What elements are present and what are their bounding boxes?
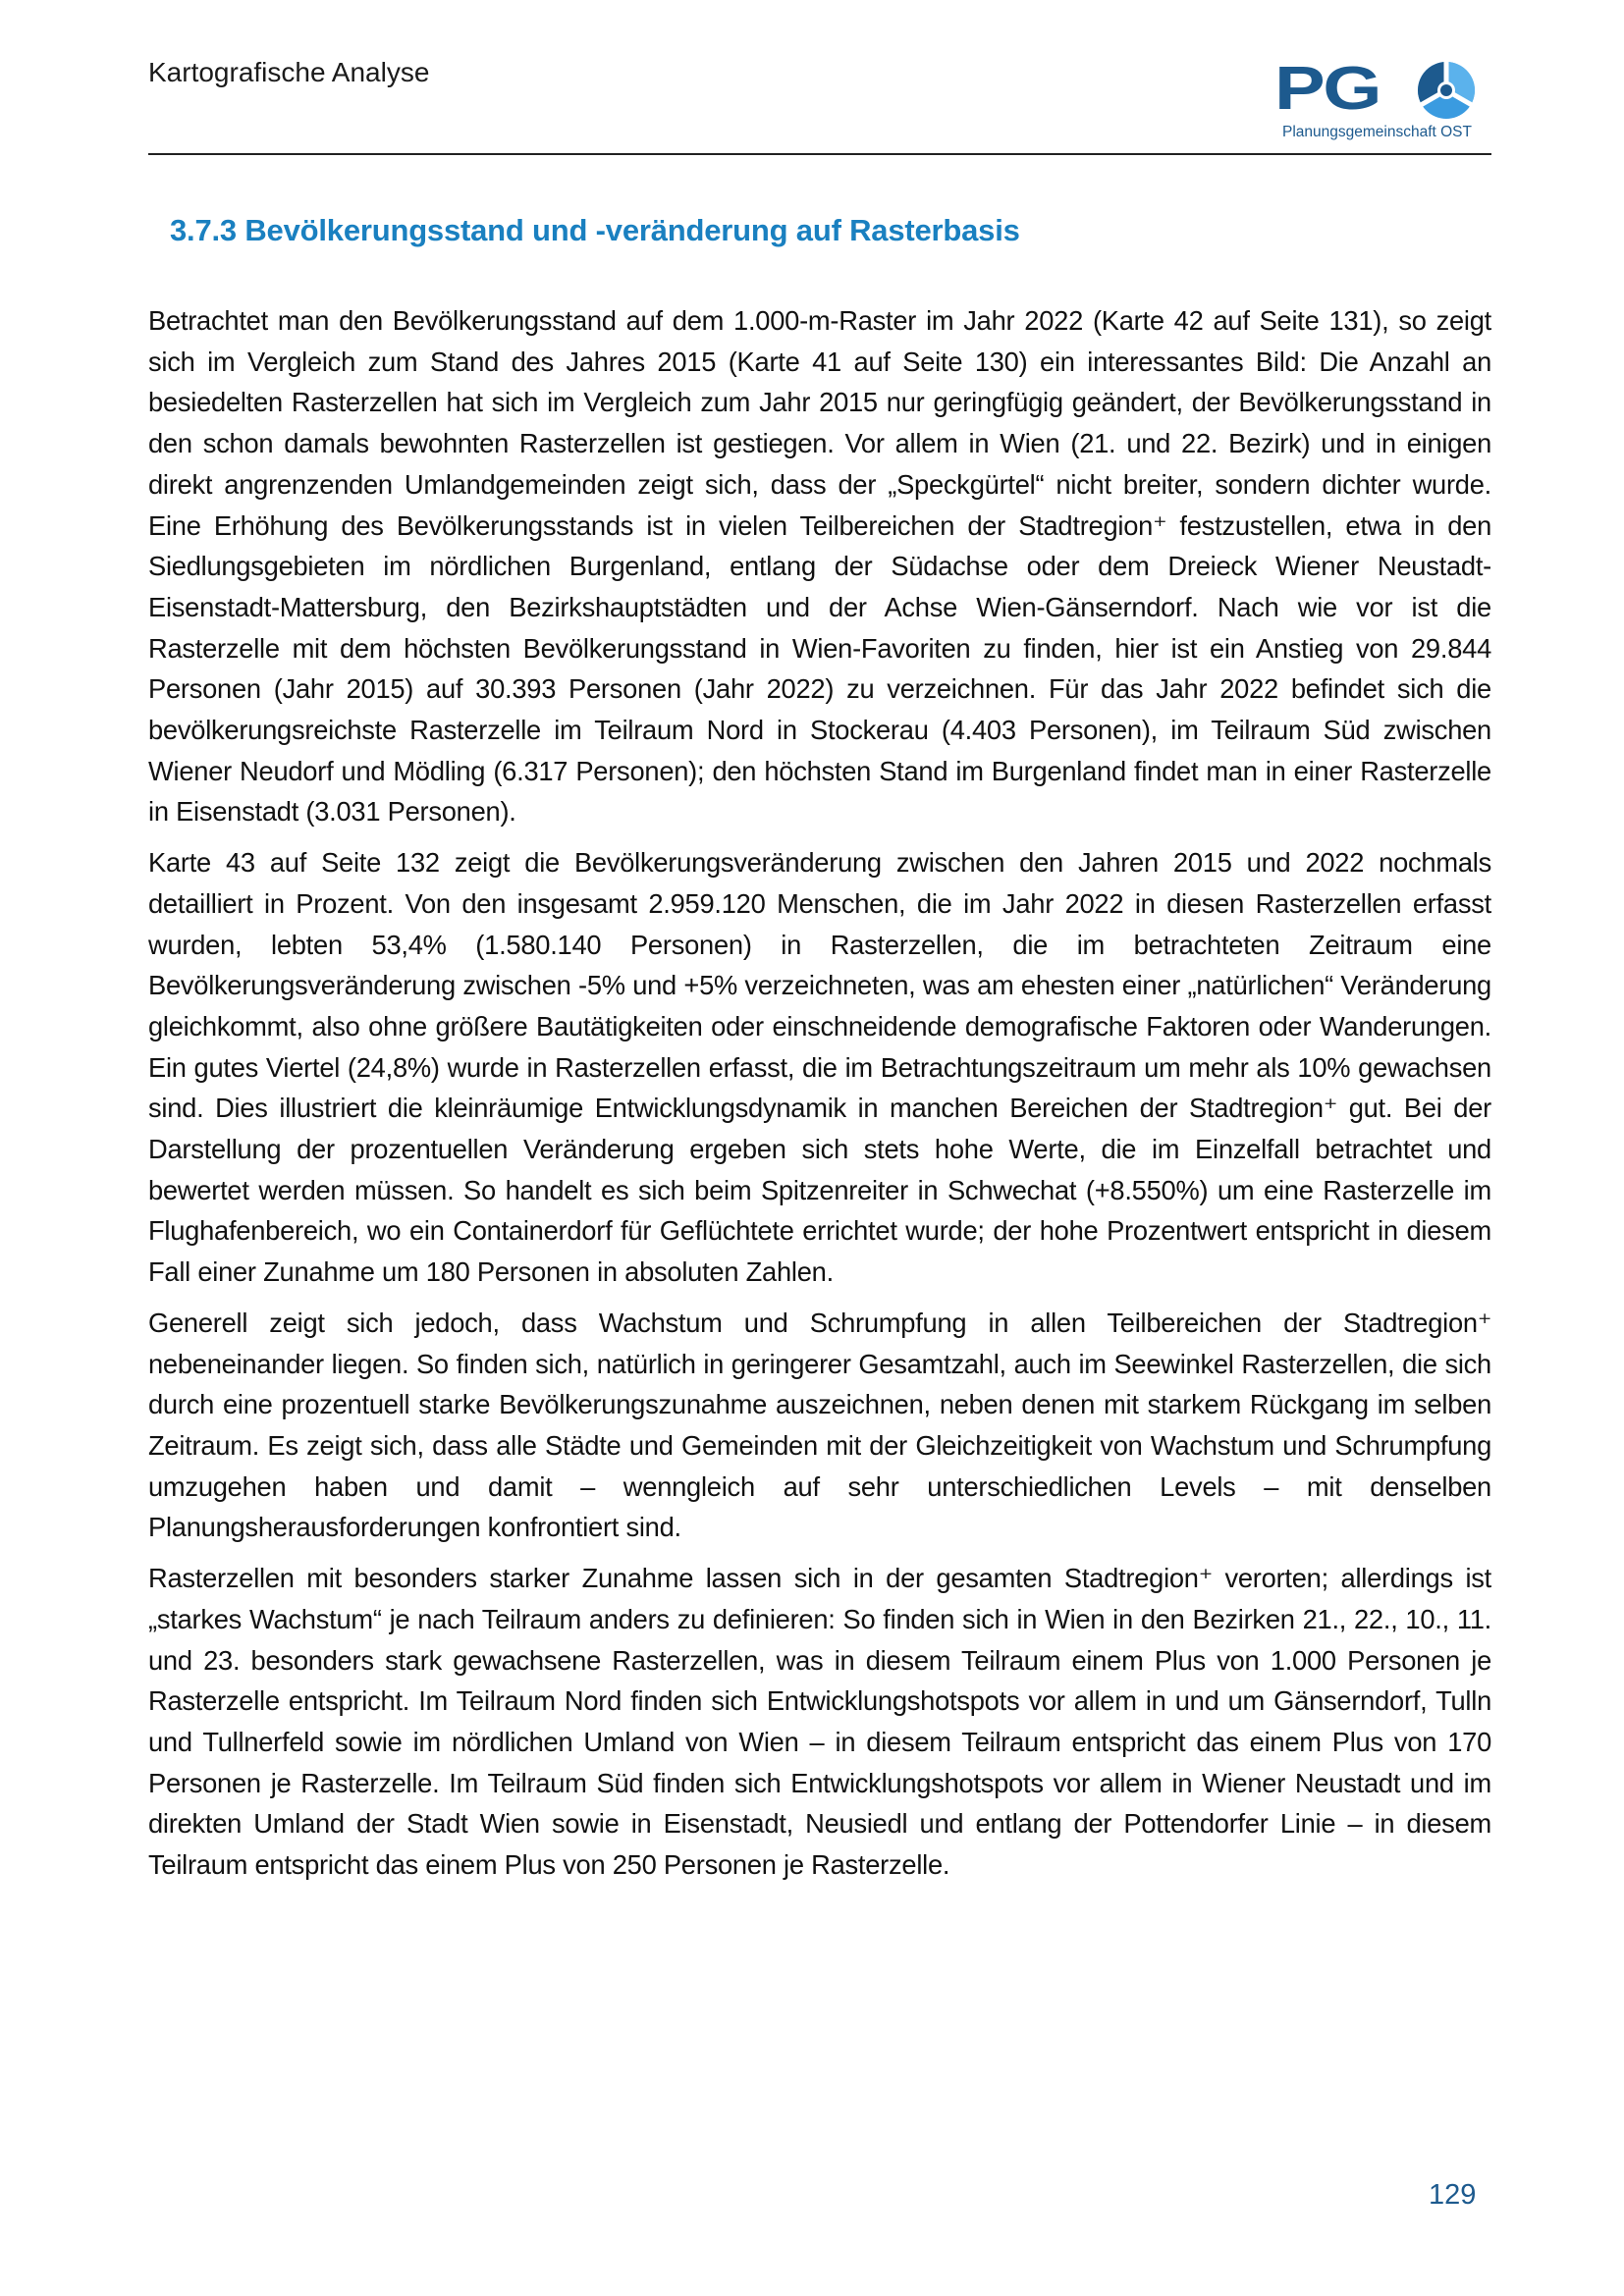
body-text (148, 300, 1491, 1896)
paragraph: Karte 43 auf Seite 132 zeigt die Bevölkerungsveränderung zwischen den Jahren 2015 und 2022 nochmals detailliert in Prozent. Von den insgesamt 2.959.120 Menschen, die im Jahr 2022 in diesen Rasterzellen erfasst wurden, lebten 53,4% (1.580.140 Personen) in Rasterzellen, die im betrachteten Zeitraum eine Bevölkerungsveränderung zwischen -5% und +5% verzeichneten, was am ehesten einer „natürlichen“ Veränderung gleichkommt, also ohne größere Bautätigkeiten oder einschneidende demografische Faktoren oder Wanderungen. Ein gutes Viertel (24,8%) wurde in Rasterzellen erfasst, die im Betrachtungszeitraum um mehr als 10% gewachsen sind. Dies illustriert die kleinräumige Entwicklungsdynamik in manchen Bereichen der Stadtregion⁺ gut. Bei der Darstellung der prozentuellen Veränderung ergeben sich stets hohe Werte, die im Einzelfall betrachtet und bewertet werden müssen. So handelt es sich beim Spitzenreiter in Schwechat (+8.550%) um eine Rasterzelle im Flughafenbereich, wo ein Containerdorf für Geflüchtete errichtet wurde; der hohe Prozentwert entspricht in diesem Fall einer Zunahme um 180 Personen in absoluten Zahlen. (148, 847, 1491, 1288)
logo-subtitle: Planungsgemeinschaft OST (1282, 124, 1472, 140)
wheel-icon (1412, 61, 1481, 120)
pgo-logo (1274, 55, 1490, 147)
paragraph: Generell zeigt sich jedoch, dass Wachstum und Schrumpfung in allen Teilbereichen der Stadtregion⁺ nebeneinander liegen. So finden sich, natürlich in geringerer Gesamtzahl, auch im Seewinkel Rasterzellen, die sich durch eine prozentuell starke Bevölkerungszunahme auszeichnen, neben denen mit starkem Rückgang im selben Zeitraum. Es zeigt sich, dass alle Städte und Gemeinden mit der Gleichzeitigkeit von Wachstum und Schrumpfung umzugehen haben und damit – wenngleich auf sehr unterschiedlichen Levels – mit denselben Planungsherausforderungen konfrontiert sind. (148, 1307, 1491, 1543)
section-heading: 3.7.3 Bevölkerungsstand und -veränderung auf Rasterbasis (170, 213, 1020, 247)
running-header-title: Kartografische Analyse (148, 57, 430, 87)
logo-mark: PG (1274, 55, 1380, 123)
header-divider (148, 153, 1491, 155)
page-number: 129 (1429, 2179, 1477, 2211)
paragraph: Rasterzellen mit besonders starker Zunahme lassen sich in der gesamten Stadtregion⁺ verorten; allerdings ist „starkes Wachstum“ je nach Teilraum anders zu definieren: So finden sich in Wien in den Bezirken 21., 22., 10., 11. und 23. besonders stark gewachsene Rasterzellen, was in diesem Teilraum einem Plus von 1.000 Personen je Rasterzelle entspricht. Im Teilraum Nord finden sich Entwicklungshotspots vor allem in und um Gänserndorf, Tulln und Tullnerfeld sowie im nördlichen Umland von Wien – in diesem Teilraum entspricht das einem Plus von 170 Personen je Rasterzelle. Im Teilraum Süd finden sich Entwicklungshotspots vor allem in Wiener Neustadt und im direkten Umland der Stadt Wien sowie in Eisenstadt, Neusiedl und entlang der Pottendorfer Linie – in diesem Teilraum entspricht das einem Plus von 250 Personen je Rasterzelle. (148, 1563, 1491, 1881)
paragraph: Betrachtet man den Bevölkerungsstand auf dem 1.000-m-Raster im Jahr 2022 (Karte 42 auf Seite 131), so zeigt sich im Vergleich zum Stand des Jahres 2015 (Karte 41 auf Seite 130) ein interessantes Bild: Die Anzahl an besiedelten Rasterzellen hat sich im Vergleich zum Jahr 2015 nur geringfügig geändert, der Bevölkerungsstand in den schon damals bewohnten Rasterzellen ist gestiegen. Vor allem in Wien (21. und 22. Bezirk) und in einigen direkt angrenzenden Umlandgemeinden zeigt sich, dass der „Speckgürtel“ nicht breiter, sondern dichter wurde. Eine Erhöhung des Bevölkerungsstands ist in vielen Teilbereichen der Stadtregion⁺ festzustellen, etwa in den Siedlungsgebieten im nördlichen Burgenland, entlang der Südachse oder dem Dreieck Wiener Neustadt-Eisenstadt-Mattersburg, den Bezirkshauptstädten und der Achse Wien-Gänserndorf. Nach wie vor ist die Rasterzelle mit dem höchsten Bevölkerungsstand in Wien-Favoriten zu finden, hier ist ein Anstieg von 29.844 Personen (Jahr 2015) auf 30.393 Personen (Jahr 2022) zu verzeichnen. Für das Jahr 2022 befindet sich die bevölkerungsreichste Rasterzelle im Teilraum Nord in Stockerau (4.403 Personen), im Teilraum Süd zwischen Wiener Neudorf und Mödling (6.317 Personen); den höchsten Stand im Burgenland findet man in einer Rasterzelle in Eisenstadt (3.031 Personen). (148, 305, 1491, 828)
